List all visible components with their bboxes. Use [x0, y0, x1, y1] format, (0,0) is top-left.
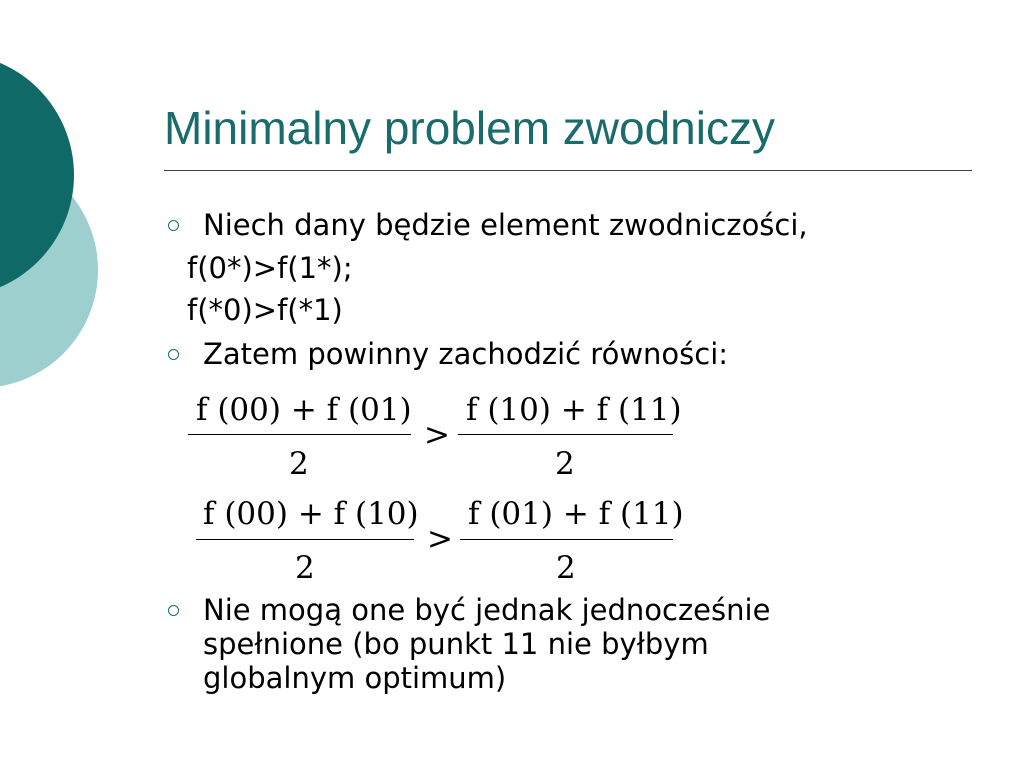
inequality-1-right-fraction-bar — [458, 434, 673, 435]
inequality-1-right-numerator: f (10) + f (11) — [466, 392, 682, 428]
inequality-2-left-denominator: 2 — [295, 550, 315, 586]
decorative-circles — [0, 0, 110, 400]
bullet-3-line-1: Nie mogą one być jednak jednocześnie — [203, 593, 771, 627]
circle-bullet-icon — [168, 349, 179, 360]
bullet-3-line-2: spełnione (bo punkt 11 nie byłbym — [203, 627, 709, 661]
bullet-3-line-3: globalnym optimum) — [203, 661, 507, 695]
circle-bullet-icon — [168, 605, 179, 616]
slide-title: Minimalny problem zwodniczy — [164, 102, 775, 154]
title-divider — [164, 170, 972, 171]
inequality-2-left-numerator: f (00) + f (10) — [203, 496, 419, 532]
bullet-1-text: Niech dany będzie element zwodniczości, — [203, 208, 808, 242]
bullet-1-subline-1: f(0*)>f(1*); — [187, 251, 353, 285]
bullet-2-text: Zatem powinny zachodzić równości: — [203, 337, 729, 371]
circle-bullet-icon — [168, 220, 179, 231]
inequality-1-right-denominator: 2 — [555, 446, 575, 482]
inequality-2-right-fraction-bar — [460, 539, 673, 540]
inequality-1-operator: > — [424, 417, 450, 453]
inequality-1-left-fraction-bar — [188, 434, 411, 435]
inequality-2-right-denominator: 2 — [556, 550, 576, 586]
bullet-1-subline-2: f(*0)>f(*1) — [187, 293, 343, 327]
inequality-1-left-numerator: f (00) + f (01) — [196, 392, 412, 428]
inequality-1-left-denominator: 2 — [289, 446, 309, 482]
inequality-2-operator: > — [427, 521, 453, 557]
inequality-2-left-fraction-bar — [196, 539, 414, 540]
inequality-2-right-numerator: f (01) + f (11) — [468, 496, 684, 532]
